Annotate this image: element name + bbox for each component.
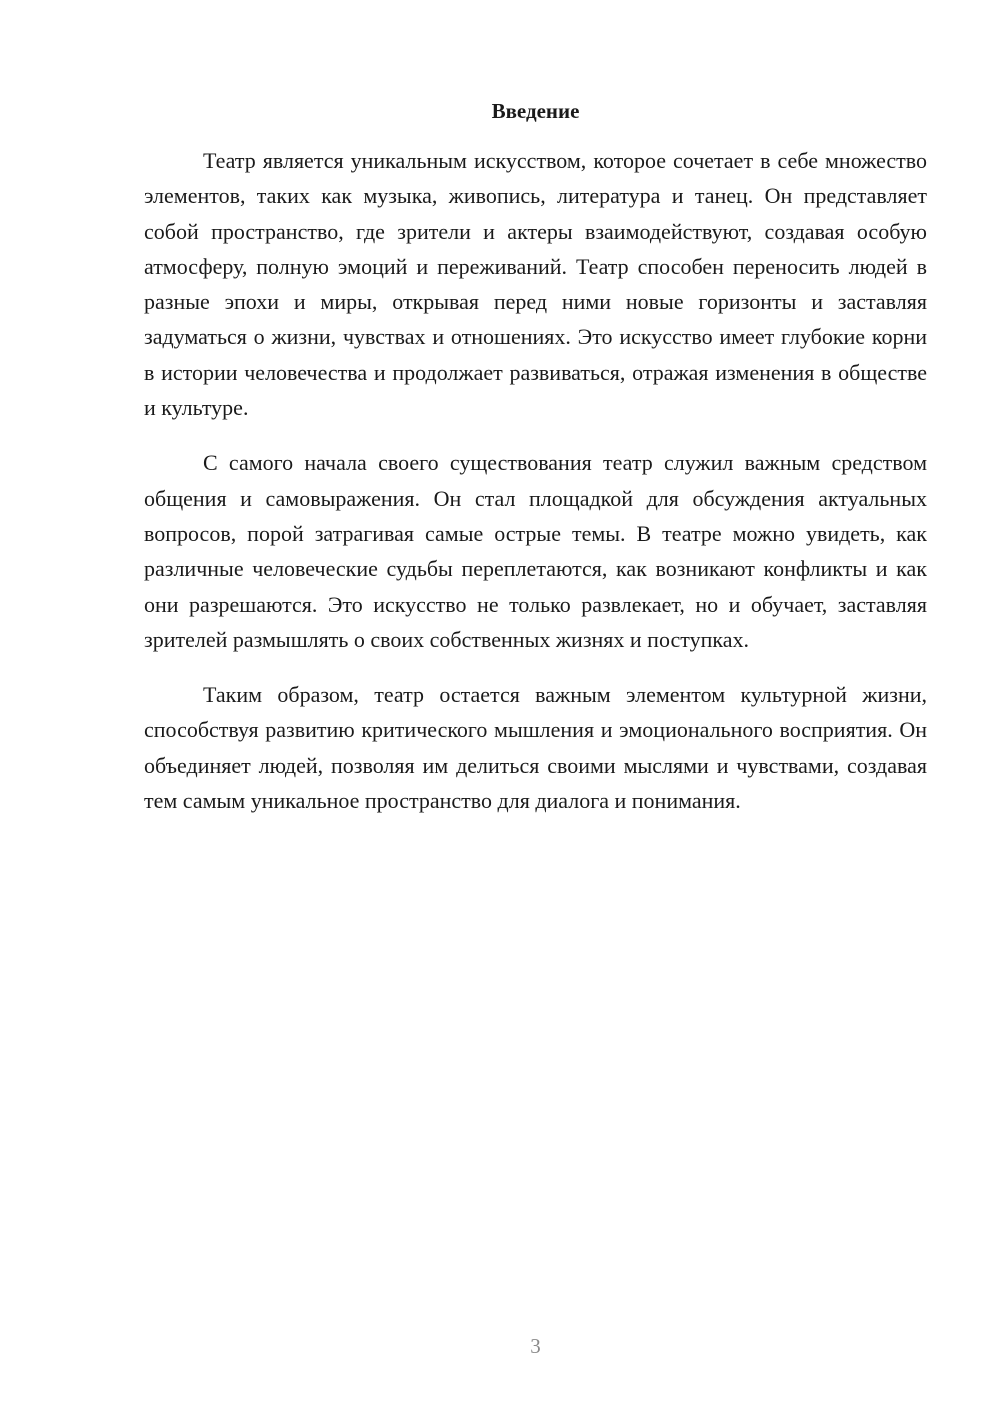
page-number: 3 (530, 1334, 541, 1358)
paragraph-3: Таким образом, театр остается важным элементом культурной жизни, способствуя развитию критического мышления и эмоционального восприятия. Он объединяет людей, позволяя им делиться своими мыслями и чувствами, создавая тем самым уникальное пространство для диалога и понимания. (144, 682, 927, 814)
body-text (144, 143, 927, 838)
paragraph-2: С самого начала своего существования театр служил важным средством общения и самовыражения. Он стал площадкой для обсуждения актуальных вопросов, порой затрагивая самые острые темы. В театре можно увидеть, как различные человеческие судьбы переплетаются, как возникают конфликты и как они разрешаются. Это искусство не только развлекает, но и обучает, заставляя зрителей размышлять о своих собственных жизнях и поступках. (144, 450, 927, 652)
paragraph-1: Театр является уникальным искусством, которое сочетает в себе множество элементов, таких как музыка, живопись, литература и танец. Он представляет собой пространство, где зрители и актеры взаимодействуют, создавая особую атмосферу, полную эмоций и переживаний. Театр способен переносить людей в разные эпохи и миры, открывая перед ними новые горизонты и заставляя задуматься о жизни, чувствах и отношениях. Это искусство имеет глубокие корни в истории человечества и продолжает развиваться, отражая изменения в обществе и культуре. (144, 148, 927, 421)
section-title: Введение (491, 99, 580, 123)
